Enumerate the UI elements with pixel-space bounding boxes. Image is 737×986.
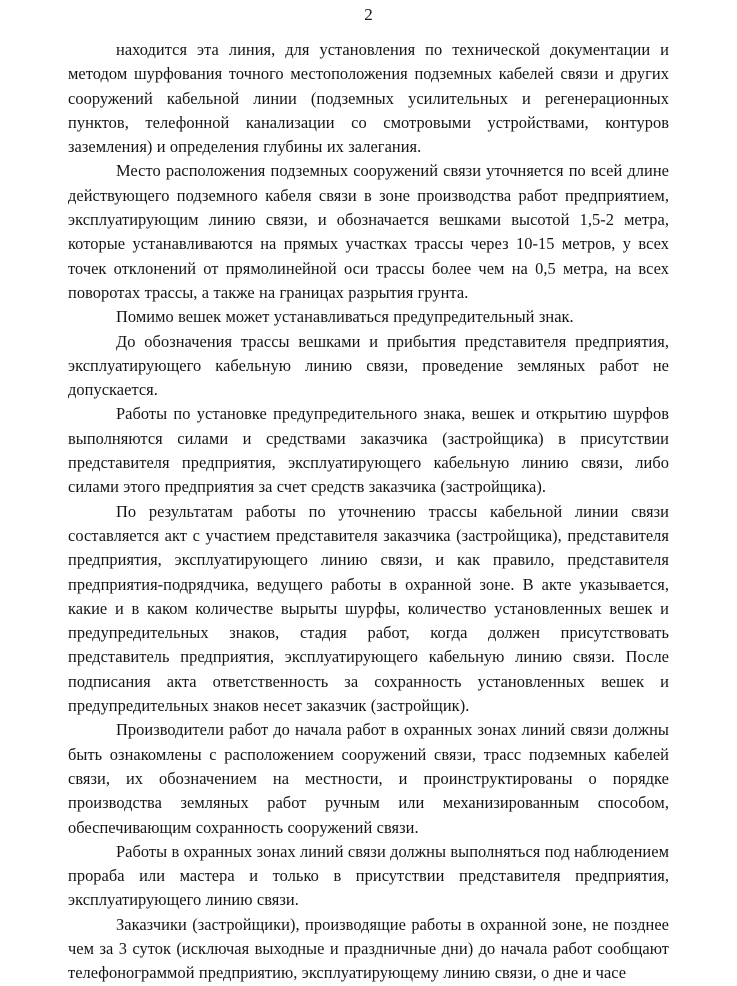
paragraph: По результатам работы по уточнению трассы кабельной линии связи составляется акт с участием представителя заказчика (застройщика), представителя предприятия, эксплуатирующего линию связи, и как правило, представителя предприятия-подрядчика, ведущего работы в охранной зоне. В акте указывается, какие и в каком количестве вырыты шурфы, количество установленных вешек и предупредительных знаков, стадия работ, когда должен присутствовать представитель предприятия, эксплуатирующего кабельную линию связи. После подписания акта ответственность за сохранность установленных вешек и предупредительных знаков несет заказчик (застройщик). [68,501,669,716]
paragraph: находится эта линия, для установления по технической документации и методом шурфования точного местоположения подземных кабелей связи и других сооружений кабельной линии (подземных усилительных и регенерационных пунктов, телефонной канализации со смотровыми устройствами, контуров заземления) и определения глубины их залегания. [68,40,669,157]
paragraph: До обозначения трассы вешками и прибытия представителя предприятия, эксплуатирующего кабельную линию связи, проведение земляных работ не допускается. [68,331,669,400]
paragraph: Работы по установке предупредительного знака, вешек и открытию шурфов выполняются силами и средствами заказчика (застройщика) в присутствии представителя предприятия, эксплуатирующего кабельную линию связи, либо силами этого предприятия за счет средств заказчика (застройщика). [68,404,669,497]
paragraph: Работы в охранных зонах линий связи должны выполняться под наблюдением прораба или мастера и только в присутствии представителя предприятия, эксплуатирующего линию связи. [68,841,669,910]
paragraph: Место расположения подземных сооружений связи уточняется по всей длине действующего подземного кабеля связи в зоне производства работ предприятием, эксплуатирующим линию связи, и обозначается вешками высотой 1,5-2 метра, которые устанавливаются на прямых участках трассы через 10-15 метров, у всех точек отклонений от прямолинейной оси трассы более чем на 0,5 метра, на всех поворотах трассы, а также на границах разрытия грунта. [68,161,669,302]
paragraph: Производители работ до начала работ в охранных зонах линий связи должны быть ознакомлены с расположением сооружений связи, трасс подземных кабелей связи, их обозначением на местности, и проинструктированы о порядке производства земляных работ ручным или механизированным способом, обеспечивающим сохранность сооружений связи. [68,720,669,837]
document-body [68,38,669,986]
paragraph: Помимо вешек может устанавливаться предупредительный знак. [116,307,574,327]
paragraph: Заказчики (застройщики), производящие работы в охранной зоне, не позднее чем за 3 суток (исключая выходные и праздничные дни) до начала работ сообщают телефонограммой предприятию, эксплуатирующему линию связи, о дне и часе [68,914,669,983]
page-number: 2 [364,5,373,24]
